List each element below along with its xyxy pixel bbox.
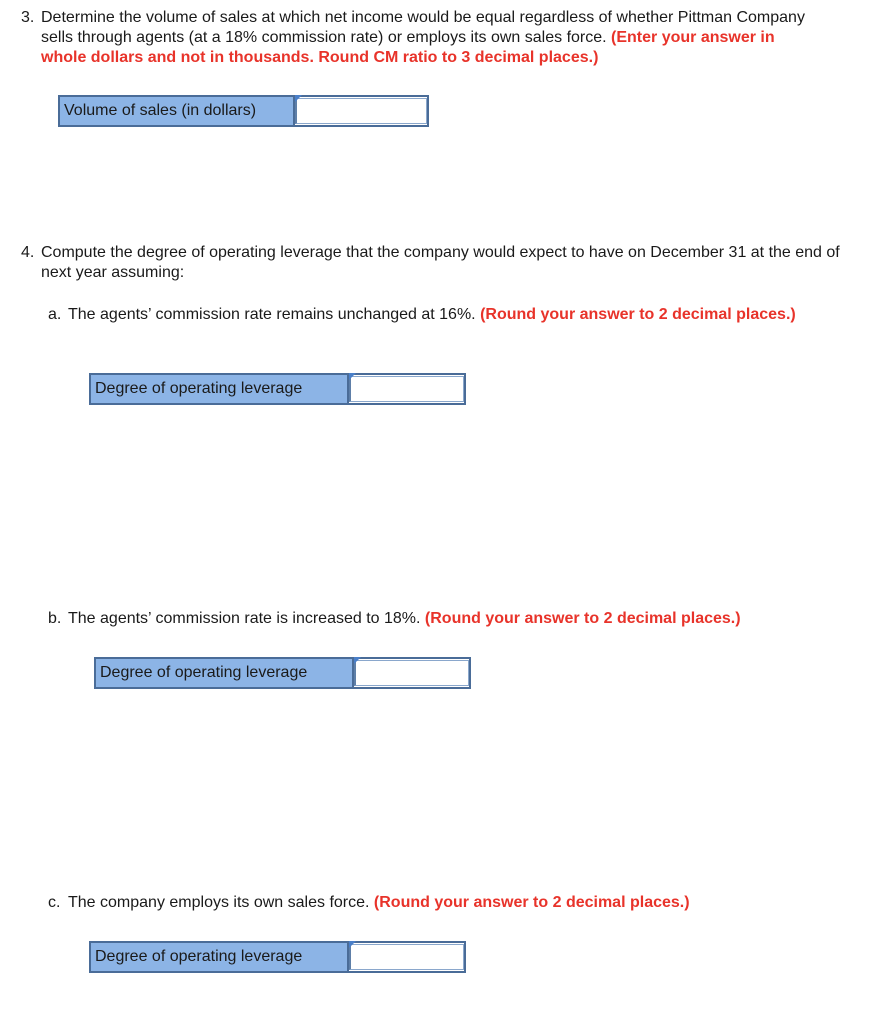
dol-a-input[interactable] <box>349 376 464 402</box>
question-4c-instruction: (Round your answer to 2 decimal places.) <box>373 894 690 911</box>
blue-corner-triangle-icon <box>354 657 361 664</box>
answer-row-dol-b <box>94 657 471 689</box>
question-4b-letter: b. <box>48 610 62 627</box>
question-4a <box>48 305 818 325</box>
dol-c-input[interactable] <box>349 944 464 970</box>
question-3-body <box>21 8 821 68</box>
blue-corner-triangle-icon <box>295 95 302 102</box>
question-4b-text: The agents’ commission rate is increased to 18%. <box>68 610 421 627</box>
dol-b-label: Degree of operating leverage <box>94 657 354 689</box>
question-3-number: 3. <box>21 9 35 26</box>
answer-row-dol-a <box>89 373 466 405</box>
question-4a-text: The agents’ commission rate remains unchanged at 16%. <box>68 306 476 323</box>
question-3-instruction: (Enter your answer in whole dollars and not in thousands. Round CM ratio to 3 decimal places.) <box>41 29 775 66</box>
dol-a-input-wrap <box>349 373 466 405</box>
question-4-number: 4. <box>21 244 35 261</box>
question-3-text: Determine the volume of sales at which net income would be equal regardless of whether Pittman Company sells through agents (at a 18% commission rate) or employs its own sales force. <box>41 9 805 46</box>
question-4a-body <box>48 305 818 325</box>
dol-b-input-wrap <box>354 657 471 689</box>
answer-row-volume-of-sales <box>58 95 429 127</box>
question-4c-letter: c. <box>48 894 61 911</box>
dol-c-input-wrap <box>349 941 466 973</box>
question-4b-body <box>48 609 848 629</box>
question-4b <box>48 609 848 629</box>
question-4c-body <box>48 893 848 913</box>
dol-c-label: Degree of operating leverage <box>89 941 349 973</box>
volume-of-sales-input-wrap <box>295 95 429 127</box>
dol-b-input[interactable] <box>354 660 469 686</box>
question-4-text: Compute the degree of operating leverage that the company would expect to have on December 31 at the end of next year assuming: <box>41 244 840 281</box>
question-4-body <box>21 243 841 283</box>
question-4 <box>21 243 841 283</box>
question-3 <box>21 8 821 68</box>
volume-of-sales-input[interactable] <box>295 98 427 124</box>
question-4a-instruction: (Round your answer to 2 decimal places.) <box>480 306 796 323</box>
question-4a-letter: a. <box>48 306 62 323</box>
dol-a-label: Degree of operating leverage <box>89 373 349 405</box>
question-4c-text: The company employs its own sales force. <box>68 894 370 911</box>
blue-corner-triangle-icon <box>349 373 356 380</box>
answer-row-dol-c <box>89 941 466 973</box>
question-4b-instruction: (Round your answer to 2 decimal places.) <box>424 610 741 627</box>
question-4c <box>48 893 848 913</box>
volume-of-sales-label: Volume of sales (in dollars) <box>58 95 295 127</box>
blue-corner-triangle-icon <box>349 941 356 948</box>
